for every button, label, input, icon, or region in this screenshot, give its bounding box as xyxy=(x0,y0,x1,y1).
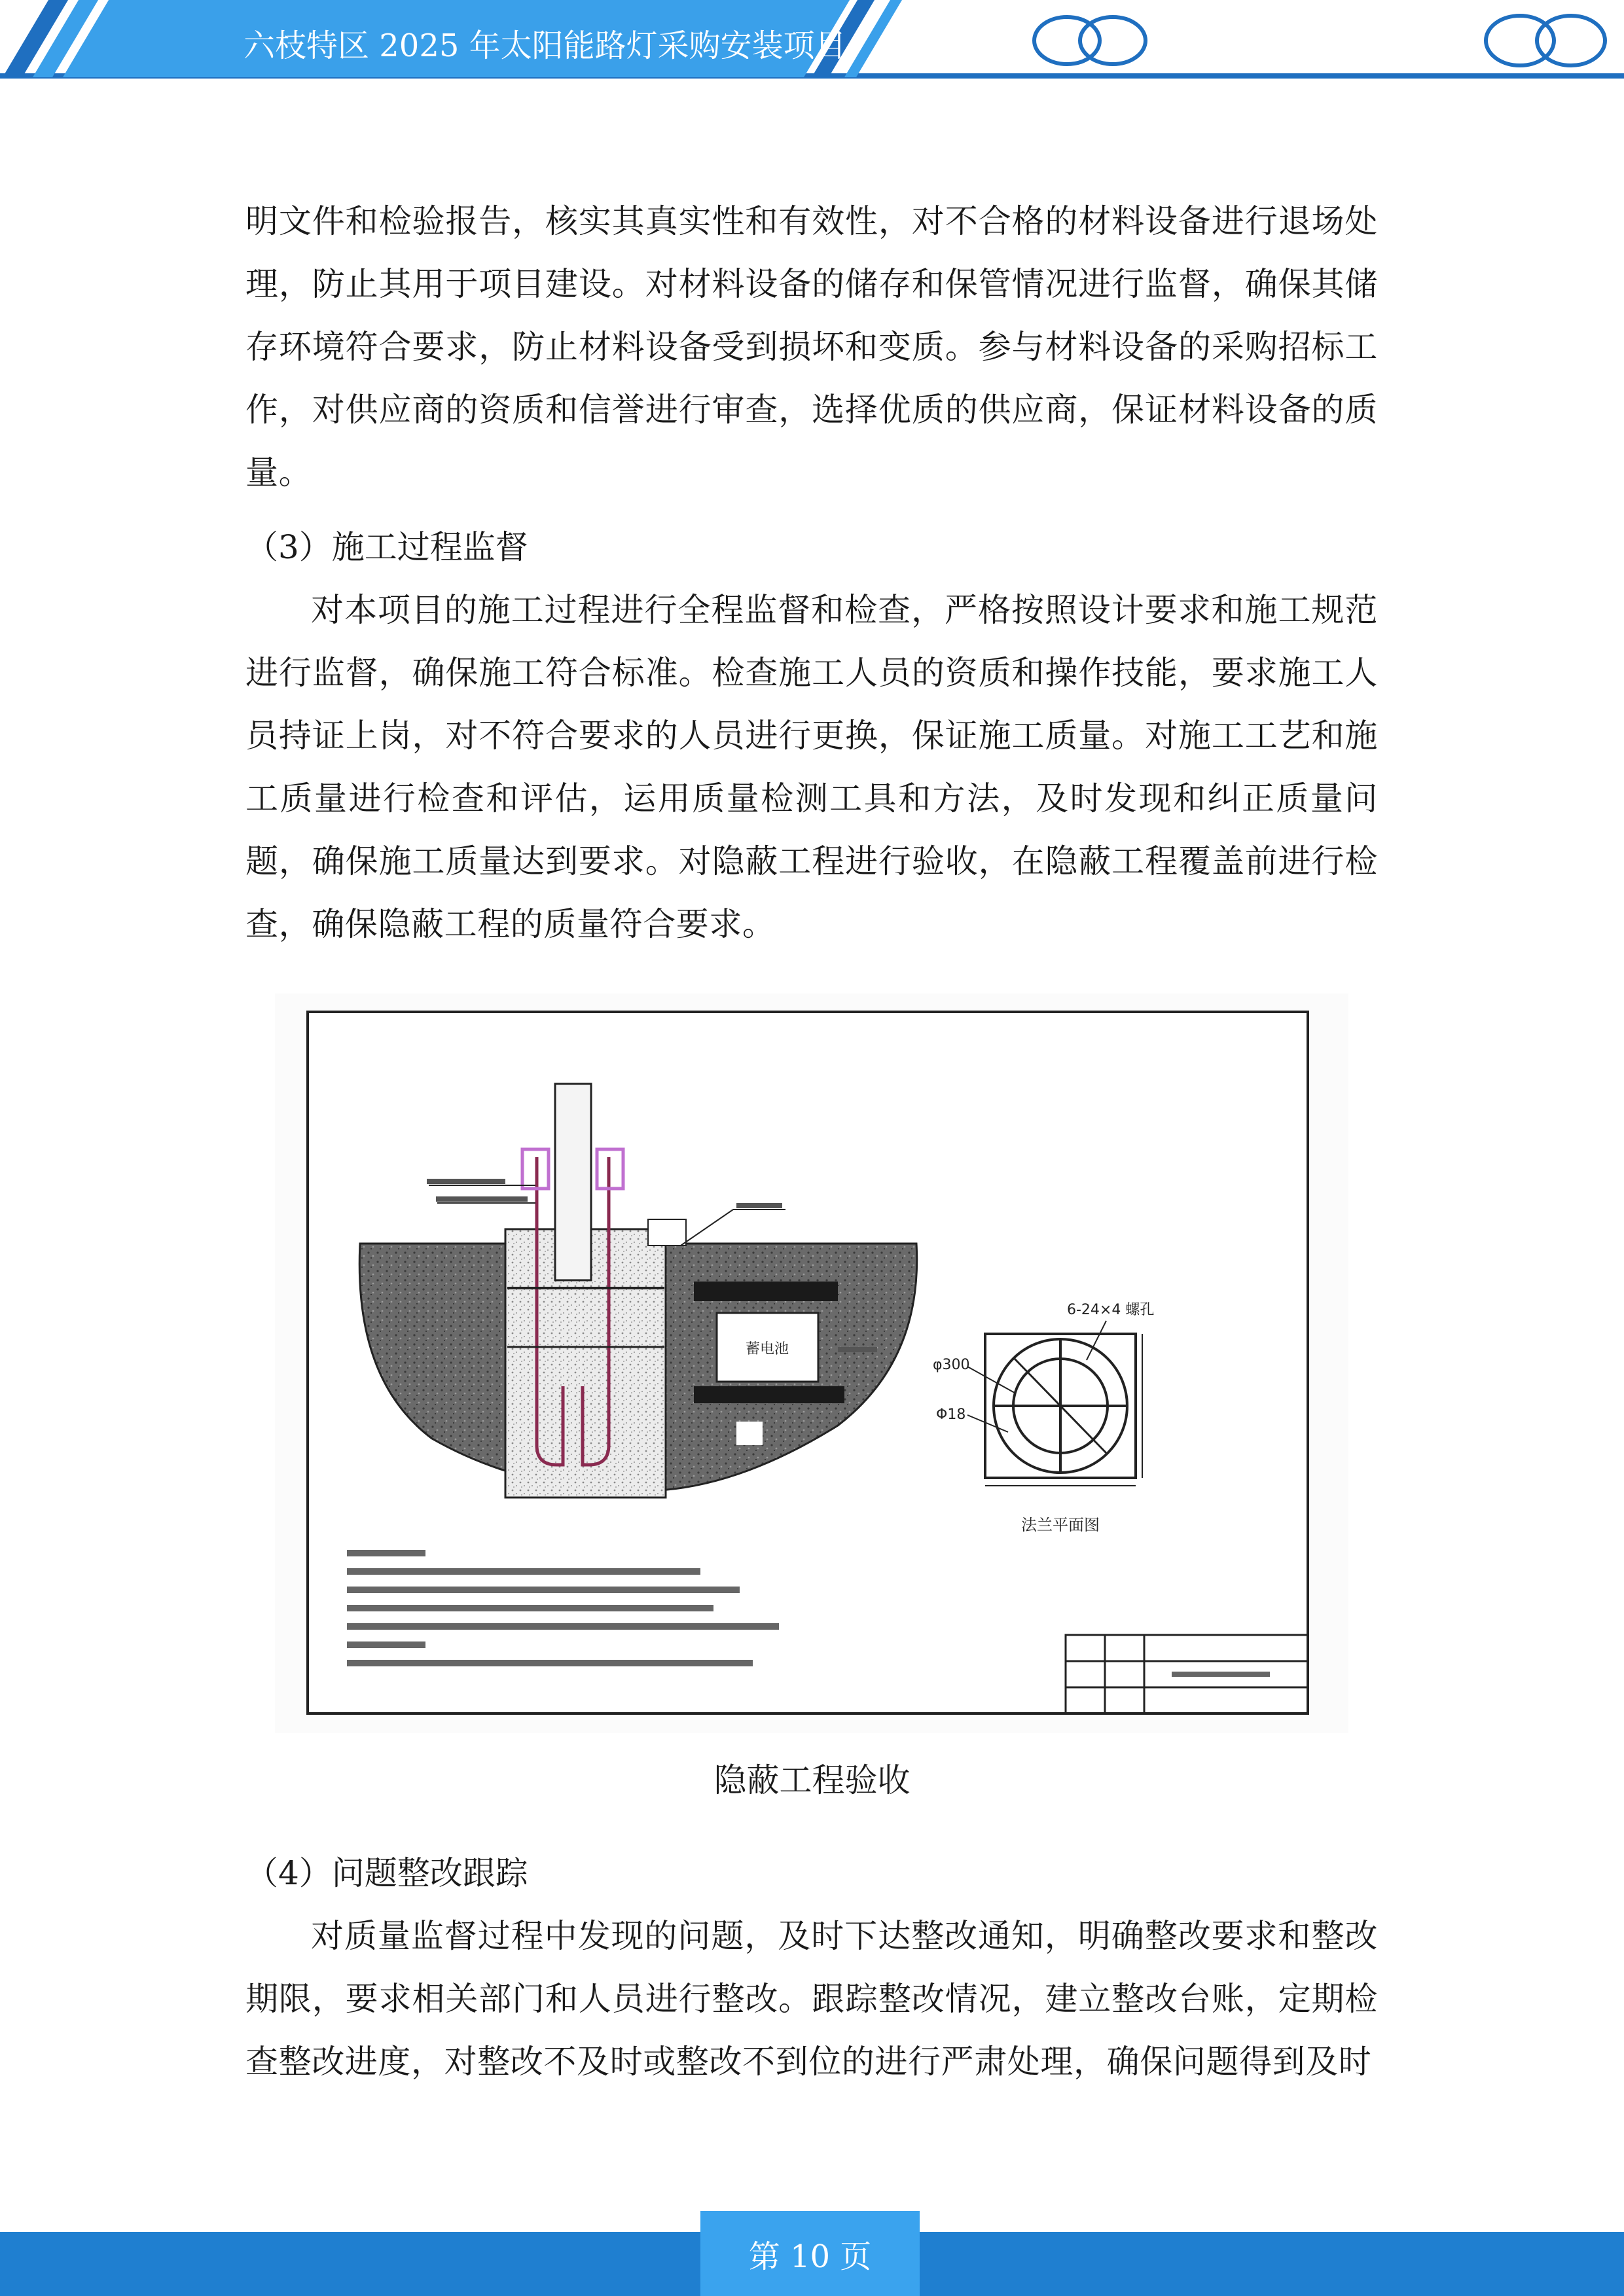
page-header xyxy=(0,0,1624,85)
foundation-drawing-figure xyxy=(275,994,1348,1733)
section-3-paragraph: 对本项目的施工过程进行全程监督和检查，严格按照设计要求和施工规范进行监督，确保施工符合标准。检查施工人员的资质和操作技能，要求施工人员持证上岗，对不符合要求的人员进行更换，保证施工质量。对施工工艺和施工质量进行检查和评估，运用质量检测工具和方法，及时发现和纠正质量问题，确保施工质量达到要求。对隐蔽工程进行验收，在隐蔽工程覆盖前进行检查，确保隐蔽工程的质量符合要求。 xyxy=(245,591,1378,943)
section-4-heading: （4）问题整改跟踪 xyxy=(245,1854,528,1892)
header-title: 六枝特区 2025 年太阳能路灯采购安装项目 xyxy=(244,27,846,64)
intro-paragraph: 明文件和检验报告，核实其真实性和有效性，对不合格的材料设备进行退场处理，防止其用于项目建设。对材料设备的储存和保管情况进行监督，确保其储存环境符合要求，防止材料设备受到损坏和变质。参与材料设备的采购招标工作，对供应商的资质和信誉进行审查，选择优质的供应商，保证材料设备的质量。 xyxy=(245,202,1378,492)
header-logo-left-icon xyxy=(1034,17,1146,64)
flange-plan-label: 法兰平面图 xyxy=(1021,1516,1100,1534)
flange-hole-label: 6-24×4 螺孔 xyxy=(1067,1302,1155,1318)
section-4-paragraph: 对质量监督过程中发现的问题，及时下达整改通知，明确整改要求和整改期限，要求相关部门和人员进行整改。跟踪整改情况，建立整改台账，定期检查整改进度，对整改不及时或整改不到位的进行严肃处理，确保问题得到及时 xyxy=(245,1917,1378,2081)
hidden-works-drawing xyxy=(275,994,1348,1733)
battery-label: 蓄电池 xyxy=(745,1341,789,1357)
section-3-heading: （3）施工过程监督 xyxy=(245,528,528,566)
page-number xyxy=(700,2211,920,2296)
document-body-top xyxy=(245,190,1378,956)
document-body-bottom xyxy=(245,1842,1378,2093)
header-logo-right-icon xyxy=(1486,16,1605,65)
diameter-300-label: φ300 xyxy=(933,1357,970,1373)
page-number-label: 第 10 页 xyxy=(748,2238,872,2275)
figure-caption: 隐蔽工程验收 xyxy=(713,1761,911,1799)
diameter-18-label: Φ18 xyxy=(936,1407,966,1423)
